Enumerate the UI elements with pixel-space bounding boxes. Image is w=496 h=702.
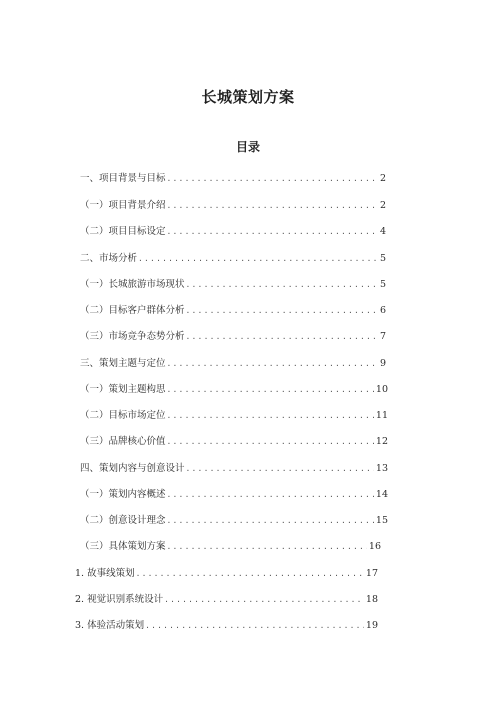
- toc-entry[interactable]: [80, 224, 386, 238]
- toc-page-number: 18: [365, 594, 378, 605]
- toc-entry-text: 二、市场分析: [80, 253, 138, 264]
- toc-entry-text: 3. 体验活动策划: [75, 620, 145, 631]
- toc-page-number: 10: [375, 384, 388, 395]
- toc-entry-text: （一）长城旅游市场现状: [80, 279, 185, 290]
- toc-dot-leader: [186, 331, 376, 343]
- toc-entry-text: （三）具体策划方案: [80, 541, 166, 552]
- toc-page-number: 2: [379, 173, 386, 184]
- toc-entry[interactable]: [80, 434, 388, 448]
- toc-dot-leader: [167, 173, 376, 185]
- toc-page-number: 15: [375, 515, 388, 526]
- toc-entry-text: （三）品牌核心价值: [80, 436, 166, 447]
- toc-entry[interactable]: [80, 487, 388, 501]
- toc-dot-leader: [167, 358, 376, 370]
- toc-page-number: 4: [379, 226, 386, 237]
- toc-entry-text: （二）目标客户群体分析: [80, 305, 185, 316]
- toc-page-number: 17: [365, 568, 378, 579]
- toc-dot-leader: [186, 463, 374, 475]
- toc-entry[interactable]: [80, 277, 386, 291]
- toc-heading: 目录: [235, 140, 260, 154]
- toc-page-number: 14: [375, 489, 388, 500]
- toc-dot-leader: [167, 410, 374, 422]
- toc-entry-text: （二）创意设计理念: [80, 515, 166, 526]
- toc-page-number: 19: [365, 620, 378, 631]
- toc-entry[interactable]: [80, 382, 388, 396]
- toc-entry-text: （二）项目目标设定: [80, 226, 166, 237]
- toc-dot-leader: [167, 200, 376, 212]
- toc-entry-text: （三）市场竞争态势分析: [80, 331, 185, 342]
- toc-entry-text: （一）策划内容概述: [80, 489, 166, 500]
- toc-dot-leader: [167, 489, 374, 501]
- toc-entry[interactable]: [80, 171, 386, 185]
- toc-entry-text: 2. 视觉识别系统设计: [75, 594, 164, 605]
- toc-dot-leader: [167, 226, 376, 238]
- toc-page-number: 9: [379, 358, 386, 369]
- toc-entry[interactable]: [80, 408, 388, 422]
- toc-entry[interactable]: [80, 303, 386, 317]
- toc-entry[interactable]: [80, 513, 388, 527]
- toc-entry-text: 三、策划主题与定位: [80, 358, 166, 369]
- document-title: 长城策划方案: [201, 88, 295, 106]
- toc-dot-leader: [145, 620, 364, 632]
- toc-page-number: 7: [379, 331, 386, 342]
- toc-page-number: 13: [375, 463, 388, 474]
- toc-entry[interactable]: [75, 592, 378, 606]
- toc-entry[interactable]: [75, 618, 378, 632]
- toc-page-number: 12: [375, 436, 388, 447]
- toc-page-number: 16: [368, 541, 381, 552]
- toc-dot-leader: [167, 541, 367, 553]
- toc-dot-leader: [167, 384, 374, 396]
- toc-page-number: 6: [379, 305, 386, 316]
- toc-entry-text: 四、策划内容与创意设计: [80, 463, 185, 474]
- toc-entry-text: 1. 故事线策划: [75, 568, 135, 579]
- toc-page-number: 2: [379, 200, 386, 211]
- toc-dot-leader: [136, 568, 364, 580]
- toc-entry-text: （一）策划主题构思: [80, 384, 166, 395]
- toc-dot-leader: [186, 305, 376, 317]
- toc-entry[interactable]: [80, 329, 386, 343]
- toc-dot-leader: [167, 515, 374, 527]
- toc-entry-text: 一、项目背景与目标: [80, 173, 166, 184]
- toc-page-number: 5: [379, 279, 386, 290]
- toc-dot-leader: [186, 279, 376, 291]
- toc-entry-text: （一）项目背景介绍: [80, 200, 166, 211]
- toc-page-number: 5: [379, 253, 386, 264]
- toc-dot-leader: [138, 253, 376, 265]
- toc-entry[interactable]: [80, 461, 388, 475]
- toc-entry[interactable]: [75, 566, 378, 580]
- toc-dot-leader: [164, 594, 364, 606]
- toc-entry[interactable]: [80, 356, 386, 370]
- toc-entry[interactable]: [80, 251, 386, 265]
- toc-page-number: 11: [375, 410, 388, 421]
- toc-entry[interactable]: [80, 198, 386, 212]
- toc-entry[interactable]: [80, 539, 381, 553]
- toc-entry-text: （二）目标市场定位: [80, 410, 166, 421]
- toc-dot-leader: [167, 436, 374, 448]
